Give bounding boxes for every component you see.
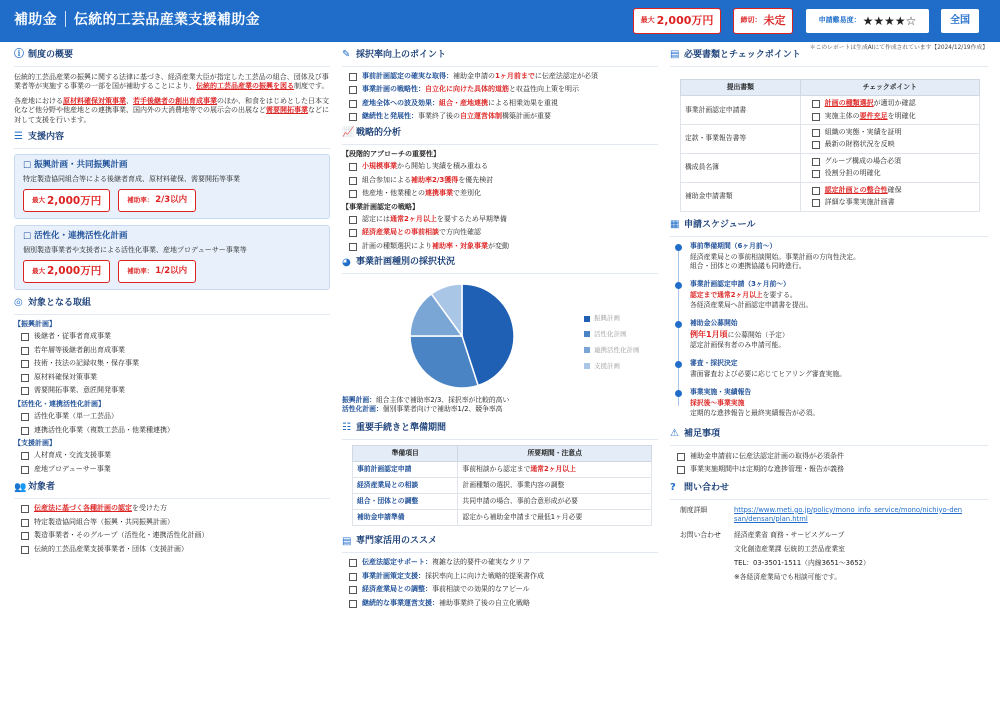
max-amount-badge: 最大 2,000万円 [633, 8, 721, 34]
list-item: 人材育成・交流支援事業 [14, 451, 330, 460]
divider [14, 66, 330, 67]
max-chip: 最大 2,000万円 [23, 260, 110, 283]
list-item: 伝産法に基づく各種計画の認定を受けた方 [14, 504, 330, 513]
support-desc: 個別製造事業者や支援者による活性化事業、産地プロデューサー事業等 [23, 245, 247, 254]
table-row: 構成員名簿 グループ構成の場合必須 役割分担の明確化 [681, 153, 980, 182]
chart-heading: ◕ 事業計画種別の採択状況 [342, 256, 456, 268]
strategy-list-1 [342, 162, 658, 198]
chart-line-icon: 📈 [342, 127, 355, 138]
strategy-list-2 [342, 215, 658, 251]
timeline-step: 事業実施・実績報告 採択後〜事業実施 定期的な進捗報告と最終実績報告が必須。 [690, 388, 988, 418]
experts-list [342, 558, 658, 608]
table-row: 補助金申請書類 認定計画との整合性確保 詳細な事業実施計画書 [681, 182, 980, 211]
legend-swatch [584, 331, 590, 337]
eligible-heading: 👥 対象者 [14, 481, 56, 493]
table-row: 事前計画認定申請 事前相談から認定まで通常2ヶ月以上 [353, 461, 652, 477]
divider [342, 66, 658, 67]
eligible-list [14, 504, 330, 554]
timeline-step: 審査・採択決定 書面審査および必要に応じてヒアリング審査実施。 [690, 359, 988, 379]
legend-label: 活性化計画 [594, 330, 627, 339]
contact-line: TEL：03-3501-1511（内線3651〜3652） [734, 559, 870, 568]
target-list-3 [14, 451, 330, 474]
rate-chip: 補助率： 1/2以内 [118, 260, 196, 283]
support-name: □ 振興計画・共同振興計画 [23, 160, 128, 171]
divider [342, 439, 658, 440]
supp-list [670, 452, 988, 475]
list-item: 経済産業局との調整：事前相談での効果的なアピール [342, 585, 658, 594]
target-icon: ◎ [14, 297, 23, 309]
experts-heading: ▤ 専門家活用のススメ [342, 535, 438, 547]
table-header: チェックポイント [800, 80, 979, 96]
divider [14, 314, 330, 315]
docs-table [680, 79, 980, 212]
support-desc: 特定製造協同組合等による後継者育成、原材料確保、需要開拓等事業 [23, 174, 240, 183]
contact-line: 経済産業省 商務・サービスグループ [734, 530, 845, 539]
users-icon: 👥 [14, 481, 27, 493]
target-group-label: 【振興計画】 [14, 320, 56, 328]
contact-line: ※各経済産業局でも相談可能です。 [734, 573, 842, 582]
chart-legend [584, 314, 640, 377]
divider [670, 236, 988, 237]
doc-icon: ▤ [670, 49, 680, 61]
rate-chip: 補助率： 2/3以内 [118, 189, 196, 212]
target-list-1 [14, 332, 330, 395]
legend-swatch [584, 363, 590, 369]
brand-label: 補助金 [14, 12, 57, 28]
overview-paragraph-1: 伝統的工芸品産業の振興に関する法律に基づき、経済産業大臣が指定した工芸品の組合、団体及び事業者等が実施する事業の一部を国が補助することにより、伝統的工芸品産業の振興を図る制度です。 [14, 73, 329, 91]
list-item: 経済産業局との事前相談で方向性確認 [342, 228, 658, 237]
pie-chart-area [342, 279, 658, 394]
doc-icon: ▤ [342, 535, 352, 547]
pie-chart [342, 279, 572, 394]
prep-table [352, 445, 652, 527]
list-item: 伝産法認定サポート：複雑な法的要件の確実なクリア [342, 558, 658, 567]
list-item: 伝統的工芸品産業支援事業者・団体（支援計画） [14, 545, 330, 554]
clipboard-icon: ☷ [342, 421, 351, 433]
contact-line: 文化創造産業課 伝統的工芸品産業室 [734, 545, 845, 554]
list-item: 小規模事業から開始し実績を積み重ねる [342, 162, 658, 171]
divider [670, 445, 988, 446]
table-header: 準備項目 [353, 445, 458, 461]
contact-heading: ? 問い合わせ [670, 481, 730, 493]
overview-paragraph-2: 各産地における原材料確保対策事業、若手後継者の創出育成事業のほか、和食をはじめとした日本文化など他分野や他産地との連携事業、国内外の大消費地等での展示会の出展など需要開拓事業などに対して支援を行います。 [14, 96, 329, 124]
list-item: 補助金申請前に伝産法認定計画の取得が必須条件 [670, 452, 988, 461]
points-list [342, 72, 658, 122]
list-item: 事前計画認定の確実な取得：補助金申請の1ヶ月前までに伝産法認定が必須 [342, 72, 658, 81]
question-icon: ? [670, 481, 676, 493]
list-item: 連携活性化事業（複数工芸品・他業種連携） [14, 426, 330, 435]
page-title [14, 11, 260, 30]
contact-key: 制度詳細 [680, 505, 708, 514]
list-item: 事業計画策定支援：採択率向上に向けた戦略的提案書作成 [342, 572, 658, 581]
strategy-heading: 📈 戦略的分析 [342, 127, 402, 138]
list-item: 若年層等後継者創出育成事業 [14, 346, 330, 355]
list-item: 原材料確保対策事業 [14, 373, 330, 382]
contact-info-row [670, 531, 988, 583]
legend-item [584, 362, 640, 371]
table-row: 組合・団体との調整 共同申請の場合、事前合意形成が必要 [353, 494, 652, 510]
divider [342, 273, 658, 274]
points-heading: ✎ 採択率向上のポイント [342, 49, 447, 61]
target-group-label: 【支援計画】 [14, 438, 56, 447]
header-bar [0, 0, 1000, 42]
region-badge: 全国 [940, 8, 980, 34]
pencil-icon: ✎ [342, 49, 351, 61]
divider [342, 144, 658, 145]
legend-item [584, 330, 640, 339]
list-item: 事業実施期間中は定期的な進捗管理・報告が義務 [670, 465, 988, 474]
list-item: 需要開拓事業、意匠開発事業 [14, 386, 330, 395]
table-header: 所要期間・注意点 [458, 445, 652, 461]
schedule-timeline [670, 242, 988, 418]
list-item: 他産地・他業種との連携事業で差別化 [342, 189, 658, 198]
chart-desc-1: 振興計画：組合主体で補助率2/3、採択率が比較的高い [342, 396, 510, 405]
table-header: 提出書類 [681, 80, 801, 96]
list-item: 産地全体への波及効果：組合・産地連携による相乗効果を重視 [342, 99, 658, 108]
divider [14, 148, 330, 149]
calendar-icon: ▦ [670, 218, 680, 230]
deadline-badge: 締切： 未定 [733, 8, 793, 34]
list-item: 活性化事業（単一工芸品） [14, 412, 330, 421]
table-row: 補助金申請準備 認定から補助金申請まで最低1ヶ月必要 [353, 510, 652, 526]
list-icon: ☰ [14, 131, 23, 143]
title-divider [65, 11, 66, 27]
legend-label: 振興計画 [594, 314, 620, 323]
target-list-2 [14, 412, 330, 435]
table-row: 定款・事業報告書等 組織の実態・実績を証明 最新の財務状況を反映 [681, 125, 980, 154]
list-item: 計画の種類選択により補助率・対象事業が変動 [342, 242, 658, 251]
list-item: 製造事業者・そのグループ（活性化・連携活性化計画） [14, 531, 330, 540]
contact-key: お問い合わせ [680, 530, 721, 539]
legend-label: 連携活性化計画 [594, 345, 640, 354]
support-box-1 [14, 154, 330, 219]
legend-swatch [584, 347, 590, 353]
list-item: 特定製造協同組合等（振興・共同振興計画） [14, 518, 330, 527]
difficulty-badge: 申請難易度： ★★★★☆ [805, 8, 930, 34]
table-row: 経済産業局との相談 計画種類の選択、事業内容の調整 [353, 477, 652, 493]
contact-link[interactable]: https://www.meti.go.jp/policy/mono_info_service/mono/nichiyo-densan/densan/plan.html [734, 505, 963, 523]
list-item: 組合参加による補助率2/3獲得を優先検討 [342, 176, 658, 185]
pie-chart-icon: ◕ [342, 256, 351, 268]
overview-heading: ⓘ 制度の概要 [14, 49, 74, 61]
strategy-group-label: 【段階的アプローチの重要性】 [342, 149, 440, 158]
legend-label: 支援計画 [594, 361, 620, 370]
legend-swatch [584, 316, 590, 322]
list-item: 事業計画の戦略性：自立化に向けた具体的道筋と収益性向上策を明示 [342, 85, 658, 94]
title-text: 伝統的工芸品産業支援補助金 [73, 12, 260, 28]
divider [342, 552, 658, 553]
timeline-step: 事業計画認定申請（3ヶ月前〜） 認定まで通常2ヶ月以上を要する。 各経済産業局へ計画認定申請書を提出。 [690, 280, 988, 310]
targets-heading: ◎ 対象となる取組 [14, 297, 92, 309]
list-item: 認定には通常2ヶ月以上を要するため早期準備 [342, 215, 658, 224]
ai-note: ＊このレポートは生成AIにて作成されています【2024/12/19作成】 [809, 45, 988, 51]
prep-heading: ☷ 重要手続きと準備期間 [342, 421, 447, 433]
table-row: 事業計画認定申請書 計画の種類選択が適切か確認 実施主体の要件充足を明確化 [681, 96, 980, 125]
timeline-step: 事前準備期間（6ヶ月前〜） 経済産業局との事前相談開始。事業計画の方向性決定。 組合・団体との連携協議も同時進行。 [690, 242, 988, 272]
max-chip: 最大 2,000万円 [23, 189, 110, 212]
list-item: 継続的な事業運営支援：補助事業終了後の自立化戦略 [342, 599, 658, 608]
info-icon: ⓘ [14, 49, 24, 61]
list-item: 産地プロデューサー事業 [14, 465, 330, 474]
legend-item [584, 346, 640, 355]
list-item: 継続性と発展性：事業終了後の自立運営体制構築計画が重要 [342, 112, 658, 121]
support-box-2 [14, 225, 330, 290]
docs-heading: ▤ 必要書類とチェックポイント [670, 49, 801, 61]
schedule-heading: ▦ 申請スケジュール [670, 218, 756, 230]
warning-icon: ⚠ [670, 427, 679, 439]
legend-item [584, 314, 640, 323]
divider [670, 66, 988, 67]
divider [14, 498, 330, 499]
divider [670, 499, 988, 500]
supp-heading: ⚠ 補足事項 [670, 427, 721, 439]
target-group-label: 【活性化・連携活性化計画】 [14, 399, 105, 408]
contact-url-row [670, 506, 988, 524]
strategy-group-label: 【事業計画認定の戦略】 [342, 202, 419, 211]
chart-desc-2: 活性化計画：個別事業者向けで補助率1/2、競争率高 [342, 405, 503, 414]
timeline-step: 補助金公募開始 例年1月頃に公募開始（予定） 認定計画保有者のみ申請可能。 [690, 319, 988, 350]
support-heading: ☰ 支援内容 [14, 131, 65, 143]
support-name: □ 活性化・連携活性化計画 [23, 231, 128, 242]
list-item: 後継者・従事者育成事業 [14, 332, 330, 341]
list-item: 技術・技法の記録収集・保存事業 [14, 359, 330, 368]
